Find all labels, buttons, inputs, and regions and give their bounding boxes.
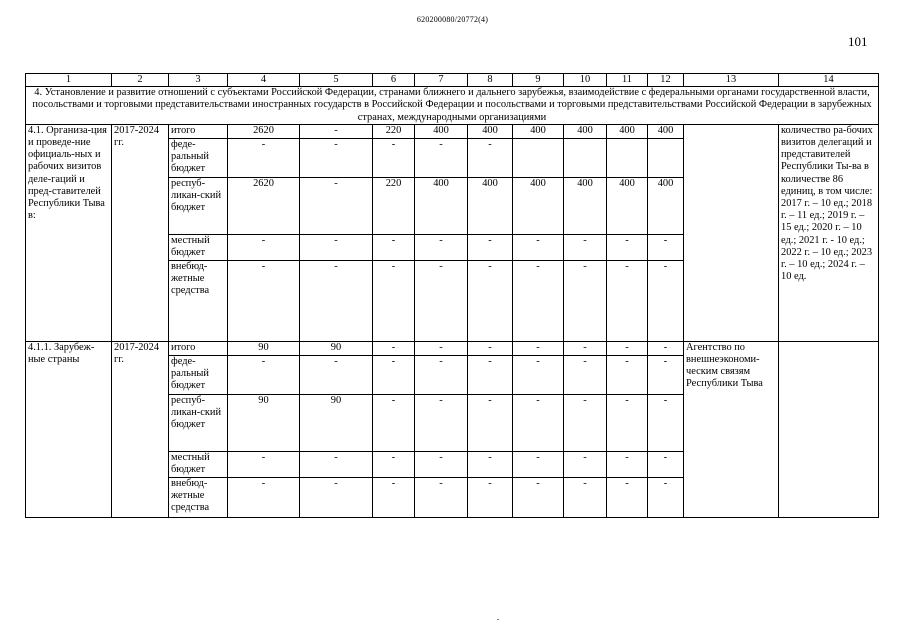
table-row: [26, 124, 879, 138]
amount-cell: -: [468, 477, 513, 517]
amount-cell: -: [228, 477, 300, 517]
funding-source: местный бюджет: [169, 234, 228, 260]
amount-cell: -: [648, 355, 684, 394]
funding-source: итого: [169, 341, 228, 355]
column-number: 13: [684, 74, 779, 87]
amount-cell: -: [468, 341, 513, 355]
column-number: 4: [228, 74, 300, 87]
table-row: [26, 341, 879, 355]
amount-cell: 90: [300, 394, 373, 451]
amount-cell: -: [415, 394, 468, 451]
amount-cell: 400: [648, 177, 684, 234]
amount-cell: -: [373, 394, 415, 451]
amount-cell: -: [648, 394, 684, 451]
amount-cell: -: [468, 260, 513, 341]
section-row: [26, 87, 879, 125]
amount-cell: -: [228, 234, 300, 260]
program-table: [25, 73, 879, 518]
amount-cell: -: [513, 394, 564, 451]
amount-cell: 400: [564, 124, 607, 138]
amount-cell: 400: [415, 177, 468, 234]
amount-cell: -: [300, 355, 373, 394]
amount-cell: [564, 138, 607, 177]
amount-cell: -: [468, 451, 513, 477]
amount-cell: -: [468, 355, 513, 394]
page-number: 101: [848, 34, 868, 49]
amount-cell: -: [564, 394, 607, 451]
column-number: 14: [779, 74, 879, 87]
amount-cell: -: [373, 451, 415, 477]
amount-cell: 400: [468, 177, 513, 234]
funding-source: феде-ральный бюджет: [169, 355, 228, 394]
amount-cell: -: [564, 260, 607, 341]
funding-source: итого: [169, 124, 228, 138]
amount-cell: [607, 138, 648, 177]
section-title: 4. Установление и развитие отношений с субъектами Российской Федерации, странами ближнего и дальнего зарубежья, взаимодействие с федеральными органами государственной власти, посольствами и торговыми представительствами иностранных государств в Российской Федерации и посольствами и торговыми представительствами Российской Федерации в зарубежных странах, международными организациями: [26, 87, 879, 125]
amount-cell: 90: [228, 394, 300, 451]
amount-cell: -: [415, 355, 468, 394]
funding-source: феде-ральный бюджет: [169, 138, 228, 177]
amount-cell: -: [373, 234, 415, 260]
funding-source: внебюд-жетные средства: [169, 477, 228, 517]
amount-cell: -: [564, 451, 607, 477]
column-number: 8: [468, 74, 513, 87]
column-number: 3: [169, 74, 228, 87]
amount-cell: -: [300, 451, 373, 477]
column-number: 10: [564, 74, 607, 87]
amount-cell: -: [513, 234, 564, 260]
funding-source: местный бюджет: [169, 451, 228, 477]
amount-cell: -: [607, 341, 648, 355]
amount-cell: -: [607, 451, 648, 477]
funding-source: внебюд-жетные средства: [169, 260, 228, 341]
amount-cell: -: [468, 394, 513, 451]
amount-cell: -: [648, 477, 684, 517]
column-number: 9: [513, 74, 564, 87]
amount-cell: -: [564, 341, 607, 355]
amount-cell: -: [607, 260, 648, 341]
amount-cell: -: [228, 451, 300, 477]
amount-cell: -: [607, 234, 648, 260]
amount-cell: [648, 138, 684, 177]
amount-cell: 400: [607, 177, 648, 234]
amount-cell: -: [373, 355, 415, 394]
column-number: 7: [415, 74, 468, 87]
amount-cell: 400: [564, 177, 607, 234]
amount-cell: 90: [228, 341, 300, 355]
amount-cell: 400: [513, 124, 564, 138]
amount-cell: -: [564, 477, 607, 517]
indicator-cell: [779, 341, 879, 517]
amount-cell: -: [607, 477, 648, 517]
period-cell: 2017-2024 гг.: [112, 341, 169, 517]
amount-cell: -: [648, 341, 684, 355]
column-number-row: [26, 74, 879, 87]
amount-cell: -: [648, 260, 684, 341]
amount-cell: -: [415, 341, 468, 355]
column-number: 12: [648, 74, 684, 87]
amount-cell: -: [228, 355, 300, 394]
amount-cell: -: [300, 234, 373, 260]
amount-cell: 400: [468, 124, 513, 138]
amount-cell: 220: [373, 124, 415, 138]
amount-cell: -: [648, 234, 684, 260]
amount-cell: -: [373, 138, 415, 177]
document-code: 620200080/20772(4): [416, 15, 489, 24]
amount-cell: -: [415, 234, 468, 260]
amount-cell: -: [415, 451, 468, 477]
amount-cell: -: [300, 177, 373, 234]
amount-cell: -: [300, 477, 373, 517]
amount-cell: [513, 138, 564, 177]
column-number: 1: [26, 74, 112, 87]
amount-cell: -: [468, 138, 513, 177]
amount-cell: -: [228, 260, 300, 341]
amount-cell: -: [513, 341, 564, 355]
amount-cell: -: [607, 355, 648, 394]
amount-cell: 2620: [228, 124, 300, 138]
amount-cell: 220: [373, 177, 415, 234]
amount-cell: -: [300, 124, 373, 138]
amount-cell: -: [415, 477, 468, 517]
executor-cell: Агентство по внешнеэкономи-ческим связям Республики Тыва: [684, 341, 779, 517]
amount-cell: -: [564, 355, 607, 394]
activity-name: 4.1.1. Зарубеж-ные страны: [26, 341, 112, 517]
amount-cell: -: [513, 260, 564, 341]
period-cell: 2017-2024 гг.: [112, 124, 169, 341]
amount-cell: -: [415, 138, 468, 177]
amount-cell: -: [513, 477, 564, 517]
column-number: 5: [300, 74, 373, 87]
amount-cell: 400: [415, 124, 468, 138]
amount-cell: -: [513, 451, 564, 477]
amount-cell: -: [607, 394, 648, 451]
funding-source: респуб-ликан-ский бюджет: [169, 394, 228, 451]
scan-mark: [497, 619, 499, 620]
amount-cell: 400: [513, 177, 564, 234]
amount-cell: -: [513, 355, 564, 394]
amount-cell: 2620: [228, 177, 300, 234]
amount-cell: -: [415, 260, 468, 341]
indicator-cell: количество ра-бочих визитов делегаций и представителей Республики Ты-ва в количестве 86 единиц, в том числе: 2017 г. – 10 ед.; 2018 г. – 11 ед.; 2019 г. – 15 ед.; 2020 г. – 10 ед.; 2021 г. - 10 ед.; 2022 г. – 10 ед.; 2023 г. – 10 ед.; 2024 г. – 10 ед.: [779, 124, 879, 341]
amount-cell: -: [300, 138, 373, 177]
funding-source: респуб-ликан-ский бюджет: [169, 177, 228, 234]
amount-cell: -: [373, 260, 415, 341]
amount-cell: -: [564, 234, 607, 260]
column-number: 11: [607, 74, 648, 87]
amount-cell: -: [373, 477, 415, 517]
amount-cell: 400: [648, 124, 684, 138]
executor-cell: [684, 124, 779, 341]
column-number: 2: [112, 74, 169, 87]
amount-cell: -: [468, 234, 513, 260]
amount-cell: 400: [607, 124, 648, 138]
activity-name: 4.1. Организа-ция и проведе-ние официаль-ных и рабочих визитов деле-гаций и пред-ставителей Республики Тыва в:: [26, 124, 112, 341]
amount-cell: -: [300, 260, 373, 341]
column-number: 6: [373, 74, 415, 87]
amount-cell: -: [373, 341, 415, 355]
amount-cell: -: [228, 138, 300, 177]
amount-cell: 90: [300, 341, 373, 355]
amount-cell: -: [648, 451, 684, 477]
